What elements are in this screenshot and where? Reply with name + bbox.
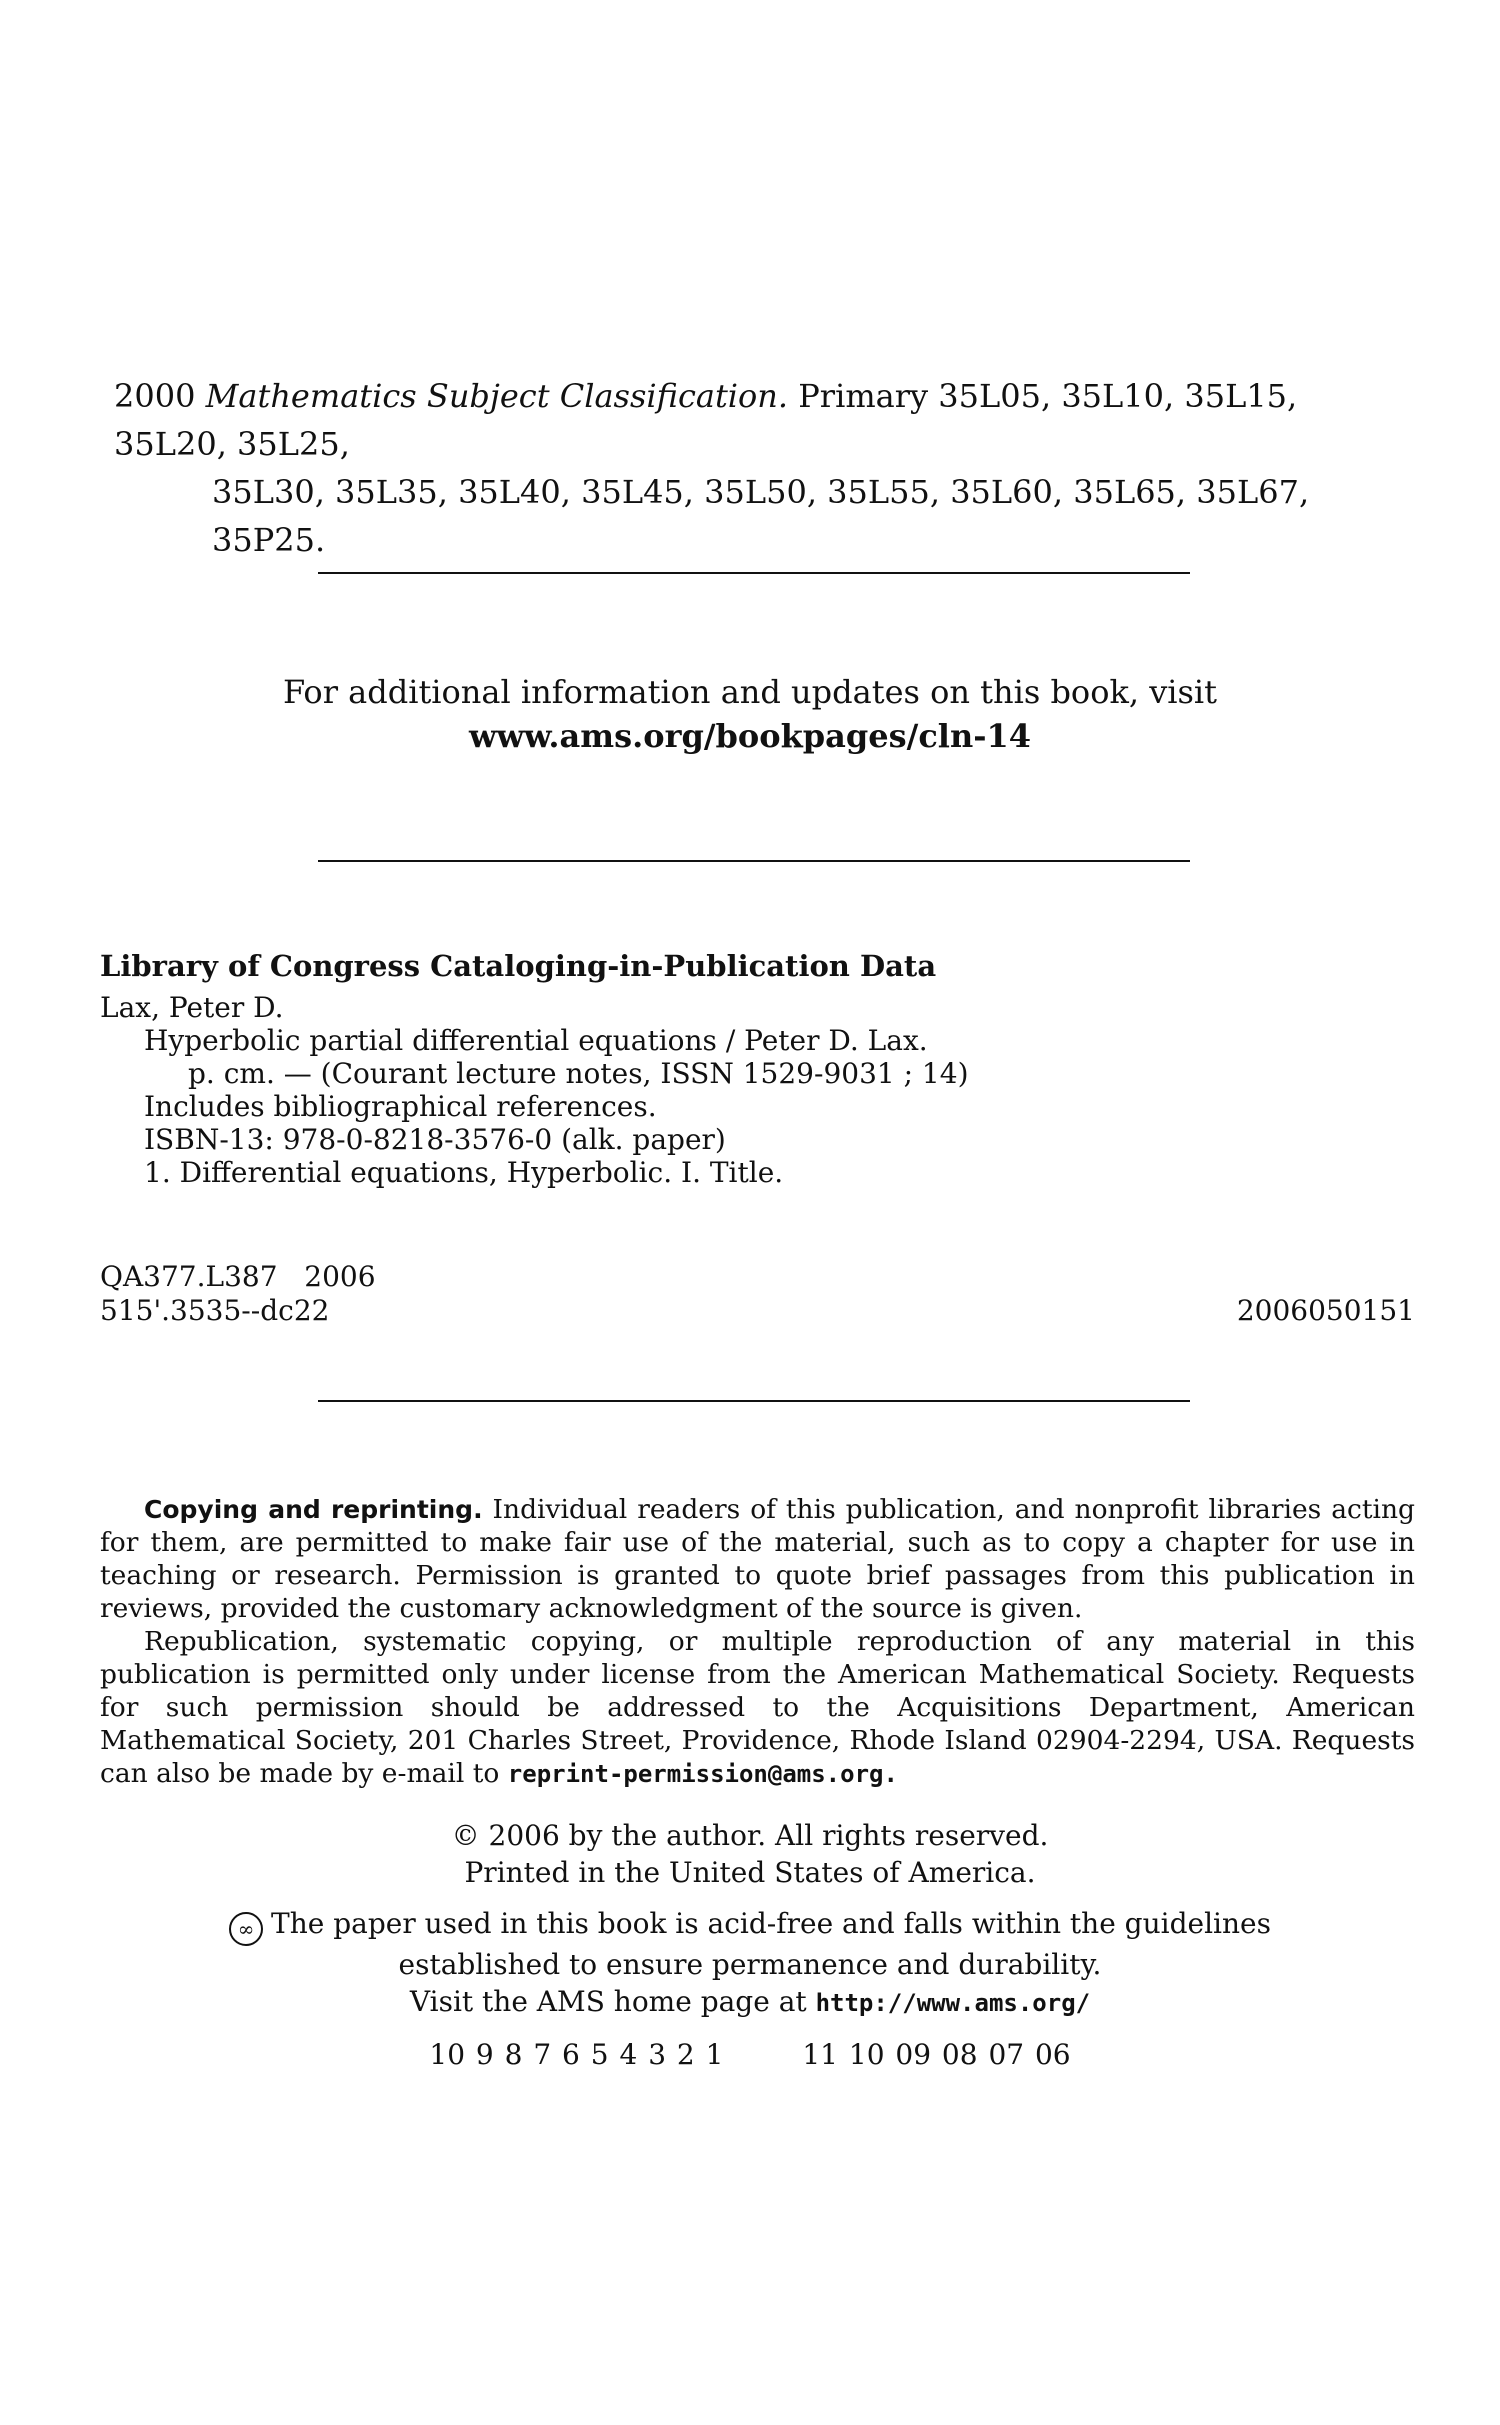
- permission-email-link[interactable]: reprint-permission@ams.org.: [507, 1760, 898, 1788]
- cip-data: [100, 950, 1400, 1189]
- divider: [318, 860, 1190, 862]
- copying-notice: [100, 1493, 1415, 1791]
- lccn-number: 2006050151: [1236, 1294, 1415, 1327]
- footer-block: [200, 1817, 1300, 2073]
- divider: [318, 1400, 1190, 1402]
- call-number: QA377.L387 2006: [100, 1260, 376, 1293]
- copying-heading: Copying and reprinting.: [144, 1495, 483, 1524]
- info-block: [150, 670, 1350, 758]
- printed-line: Printed in the United States of America.: [464, 1856, 1036, 1889]
- call-numbers: [100, 1260, 1415, 1328]
- subject-classification: [114, 372, 1414, 564]
- cip-author: Lax, Peter D.: [100, 991, 284, 1024]
- infinity-circle-icon: ∞: [229, 1912, 263, 1946]
- classification-primary-continued: 35L30, 35L35, 35L40, 35L45, 35L50, 35L55, 35L60, 35L65, 35L67, 35P25.: [212, 473, 1310, 559]
- visit-text: Visit the AMS home page at: [409, 1985, 807, 2018]
- copying-paragraph-1: Individual readers of this publication, and nonprofit libraries acting for them, are permitted to make fair use of the material, such as to copy a chapter for use in teaching or research. Permission is granted to quote brief passages from this publication in reviews, provided the customary acknowledgment of the source is given.: [100, 1494, 1415, 1624]
- classification-label: Mathematics Subject Classification.: [205, 377, 789, 415]
- info-text: For additional information and updates on this book, visit: [282, 673, 1218, 711]
- printing-numbers: 10 9 8 7 6 5 4 3 2 1: [429, 2038, 724, 2071]
- cip-line: p. cm. — (Courant lecture notes, ISSN 1529-9031 ; 14): [188, 1057, 969, 1090]
- paper-note-continued: established to ensure permanence and durability.: [398, 1948, 1102, 1981]
- cip-line: Includes bibliographical references.: [144, 1090, 657, 1123]
- ams-home-link[interactable]: http://www.ams.org/: [815, 1989, 1091, 2017]
- year-numbers: 11 10 09 08 07 06: [802, 2038, 1071, 2071]
- classification-year: 2000: [114, 377, 196, 415]
- paper-note: The paper used in this book is acid-free and falls within the guidelines: [271, 1907, 1271, 1940]
- copyright-line: © 2006 by the author. All rights reserved.: [451, 1819, 1049, 1852]
- book-url-link[interactable]: www.ams.org/bookpages/cln-14: [468, 717, 1032, 755]
- dewey-number: 515'.3535--dc22: [100, 1294, 330, 1327]
- divider: [318, 572, 1190, 574]
- cip-line: 1. Differential equations, Hyperbolic. I. Title.: [144, 1156, 784, 1189]
- copying-paragraph-2: Republication, systematic copying, or multiple reproduction of any material in this publication is permitted only under license from the American Mathematical Society. Requests for such permission should be addressed to the Acquisitions Department, American Mathematical Society, 201 Charles Street, Providence, Rhode Island 02904-2294, USA. Requests can also be made by e-mail to: [100, 1626, 1415, 1789]
- cip-line: ISBN-13: 978-0-8218-3576-0 (alk. paper): [144, 1123, 726, 1156]
- cip-heading: Library of Congress Cataloging-in-Publication Data: [100, 949, 937, 983]
- classification-primary: Primary 35L05, 35L10, 35L15, 35L20, 35L25,: [114, 377, 1298, 463]
- cip-line: Hyperbolic partial differential equations / Peter D. Lax.: [144, 1024, 928, 1057]
